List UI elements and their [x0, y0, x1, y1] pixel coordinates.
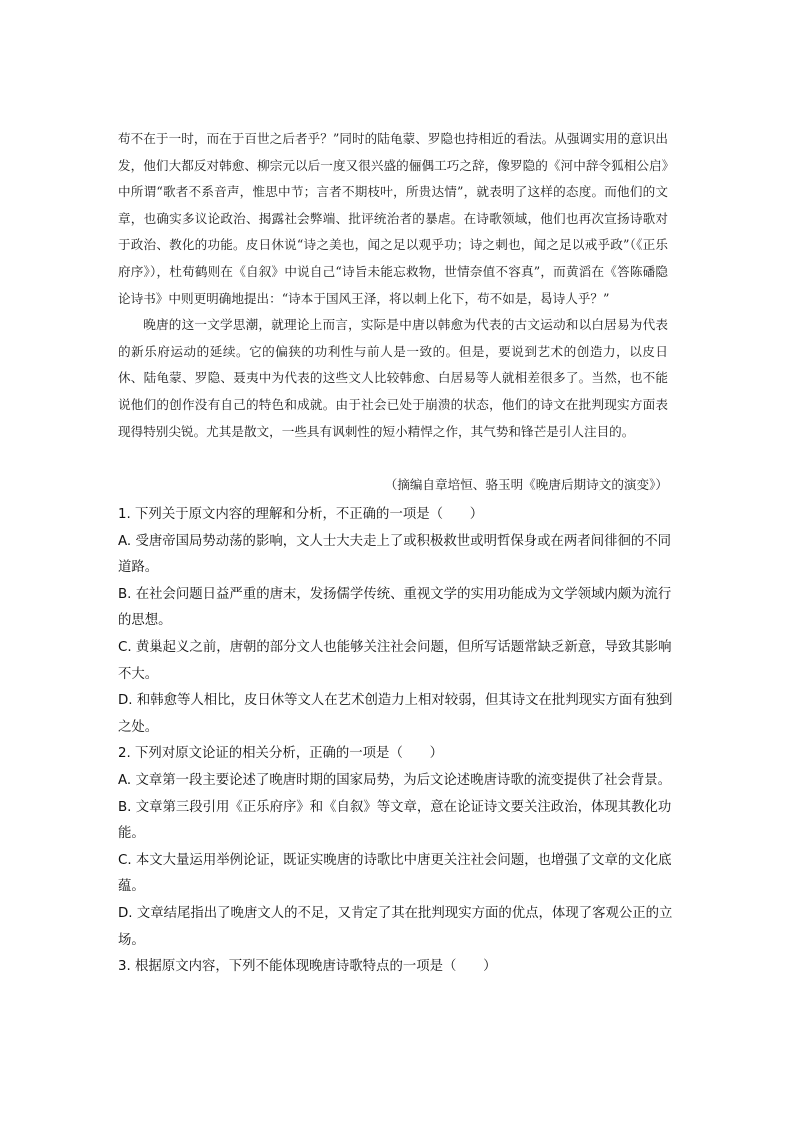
reading-passage — [118, 126, 668, 445]
question-stem: 2. 下列对原文论证的相关分析，正确的一项是（ ） — [118, 746, 444, 762]
option-b: B. 文章第三段引用《正乐府序》和《自叙》等文章，意在论证诗文要关注政治，体现其教化功能。 — [118, 799, 672, 842]
option-c: C. 本文大量运用举例论证，既证实晚唐的诗歌比中唐更关注社会问题，也增强了文章的文化底蕴。 — [118, 852, 672, 895]
question-1 — [118, 502, 674, 741]
option-c: C. 黄巢起义之前，唐朝的部分文人也能够关注社会问题，但所写话题常缺乏新意，导致其影响不大。 — [118, 639, 672, 682]
question-stem: 1. 下列关于原文内容的理解和分析，不正确的一项是（ ） — [118, 507, 484, 522]
question-3 — [118, 954, 674, 981]
question-stem: 3. 根据原文内容，下列不能体现晚唐诗歌特点的一项是（ ） — [118, 959, 497, 975]
option-b: B. 在社会问题日益严重的唐末，发扬儒学传统、重视文学的实用功能成为文学领域内颇为流行的思想。 — [118, 586, 672, 629]
passage-paragraph-1: 苟不在于一时，而在于百世之后者乎？”同时的陆龟蒙、罗隐也持相近的看法。从强调实用的意识出发，他们大都反对韩愈、柳宗元以后一度又很兴盛的俪偶工巧之辞，像罗隐的《河中辞令狐相公启》中所谓“歌者不系音声，惟思中节；言者不期枝叶，所贵达情”，就表明了这样的态度。而他们的文章，也确实多议论政治、揭露社会弊端、批评统治者的暴虐。在诗歌领域，他们也再次宣扬诗歌对于政治、教化的功能。皮日休说“诗之美也，闻之足以观乎功；诗之刺也，闻之足以戒乎政”（《正乐府序》），杜荀鹤则在《自叙》中说自己“诗旨未能忘救物，世情奈值不容真”，而黄滔在《答陈磻隐论诗书》中则更明确地提出：“诗本于国风王泽，将以刺上化下，苟不如是，曷诗人乎？” — [118, 131, 668, 306]
question-2 — [118, 741, 674, 954]
passage-source: （摘编自章培恒、骆玉明《晚唐后期诗文的演变》） — [384, 477, 668, 492]
question-list — [118, 502, 674, 981]
option-a: A. 受唐帝国局势动荡的影响，文人士大夫走上了或积极救世或明哲保身或在两者间徘徊的不同道路。 — [118, 533, 672, 576]
passage-paragraph-2: 晚唐的这一文学思潮，就理论上而言，实际是中唐以韩愈为代表的古文运动和以白居易为代表的新乐府运动的延续。它的偏狭的功利性与前人是一致的。但是，要说到艺术的创造力，以皮日休、陆龟蒙、罗隐、聂夷中为代表的这些文人比较韩愈、白居易等人就相差很多了。当然，也不能说他们的创作没有自己的特色和成就。由于社会已处于崩溃的状态，他们的诗文在批判现实方面表现得特别尖锐。尤其是散文，一些具有讽刺性的短小精悍之作，其气势和锋芒是引人注目的。 — [118, 317, 668, 439]
option-d: D. 和韩愈等人相比，皮日休等文人在艺术创造力上相对较弱，但其诗文在批判现实方面有独到之处。 — [118, 693, 673, 735]
option-a: A. 文章第一段主要论述了晚唐时期的国家局势，为后文论述晚唐诗歌的流变提供了社会背景。 — [118, 772, 672, 788]
option-d: D. 文章结尾指出了晚唐文人的不足，又肯定了其在批判现实方面的优点，体现了客观公正的立场。 — [118, 905, 673, 948]
